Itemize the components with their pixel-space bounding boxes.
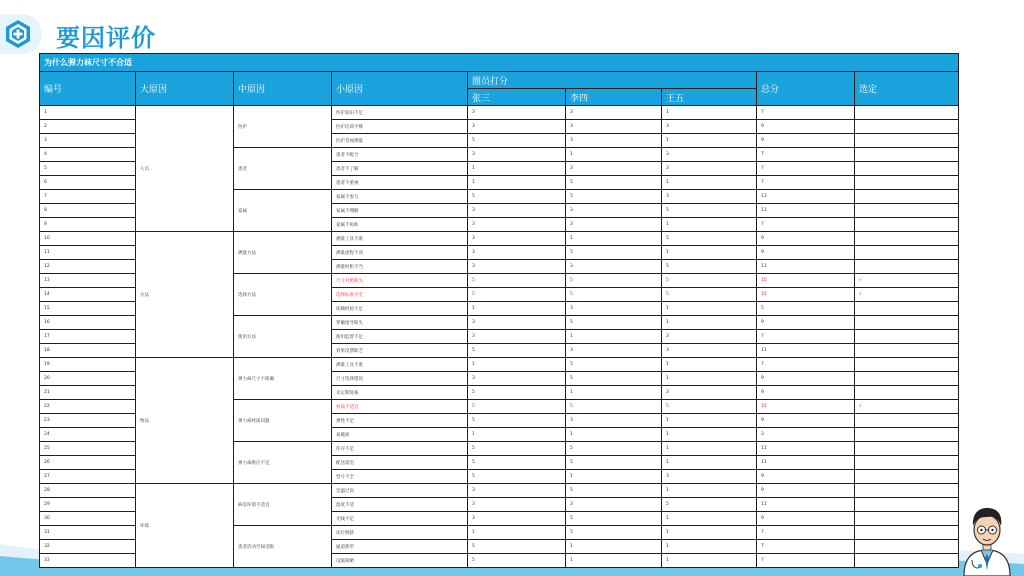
selected-mark [855, 344, 959, 358]
table-caption: 为什么弹力袜尺寸不合适 [40, 54, 959, 72]
score-judge-3: 1 [662, 358, 757, 372]
score-judge-3: 3 [662, 120, 757, 134]
score-judge-1: 3 [468, 372, 566, 386]
header-middle-cause: 中原因 [234, 72, 332, 106]
minor-cause-cell: 家属不参与 [332, 190, 468, 204]
total-score: 7 [757, 148, 855, 162]
table-row [40, 232, 959, 246]
score-judge-2: 1 [566, 386, 662, 400]
score-judge-2: 5 [566, 190, 662, 204]
minor-cause-cell: 效果反馈缺乏 [332, 344, 468, 358]
middle-cause-cell: 弹力袜供应不足 [234, 442, 332, 484]
score-judge-3: 3 [662, 386, 757, 400]
total-score: 15 [757, 288, 855, 302]
selected-mark [855, 162, 959, 176]
score-judge-2: 3 [566, 218, 662, 232]
row-id: 1 [40, 106, 136, 120]
middle-cause-cell: 使用方法 [234, 316, 332, 358]
score-judge-1: 5 [468, 134, 566, 148]
row-id: 4 [40, 148, 136, 162]
header-major-cause: 大原因 [136, 72, 234, 106]
score-judge-1: 5 [468, 190, 566, 204]
total-score: 9 [757, 232, 855, 246]
score-judge-3: 1 [662, 442, 757, 456]
doctor-icon [958, 498, 1016, 576]
minor-cause-cell: 光线不足 [332, 512, 468, 526]
score-judge-2: 1 [566, 554, 662, 568]
minor-cause-cell: 患者不重视 [332, 176, 468, 190]
score-judge-2: 1 [566, 540, 662, 554]
major-cause-cell: 人员 [136, 106, 234, 232]
header-selected: 选定 [855, 72, 959, 106]
selected-mark [855, 176, 959, 190]
row-id: 10 [40, 232, 136, 246]
header-judge-1: 张三 [468, 89, 566, 106]
score-judge-3: 1 [662, 246, 757, 260]
score-judge-1: 3 [468, 120, 566, 134]
score-judge-3: 3 [662, 162, 757, 176]
score-judge-3: 1 [662, 554, 757, 568]
score-judge-3: 5 [662, 498, 757, 512]
row-id: 25 [40, 442, 136, 456]
total-score: 11 [757, 260, 855, 274]
row-id: 20 [40, 372, 136, 386]
score-judge-1: 5 [468, 456, 566, 470]
minor-cause-cell: 床位拥挤 [332, 526, 468, 540]
selected-mark [855, 484, 959, 498]
total-score: 7 [757, 162, 855, 176]
header-total: 总分 [757, 72, 855, 106]
score-judge-3: 3 [662, 148, 757, 162]
selected-mark [855, 218, 959, 232]
major-cause-cell: 方法 [136, 232, 234, 358]
row-id: 2 [40, 120, 136, 134]
selected-mark [855, 428, 959, 442]
total-score: 9 [757, 134, 855, 148]
row-id: 33 [40, 554, 136, 568]
score-judge-2: 5 [566, 176, 662, 190]
score-judge-2: 1 [566, 148, 662, 162]
score-judge-3: 3 [662, 330, 757, 344]
total-score: 9 [757, 246, 855, 260]
score-judge-1: 3 [468, 148, 566, 162]
middle-cause-cell: 测量方法 [234, 232, 332, 274]
total-score: 5 [757, 302, 855, 316]
total-score: 11 [757, 442, 855, 456]
total-score: 9 [757, 120, 855, 134]
total-score: 9 [757, 484, 855, 498]
score-judge-3: 5 [662, 400, 757, 414]
minor-cause-cell: 测量工具不准 [332, 358, 468, 372]
score-judge-2: 3 [566, 302, 662, 316]
total-score: 7 [757, 106, 855, 120]
header-scoring: 圈员打分 [468, 72, 757, 89]
middle-cause-cell: 弹力袜材质问题 [234, 400, 332, 442]
score-judge-3: 1 [662, 316, 757, 330]
middle-cause-cell: 选择方法 [234, 274, 332, 316]
factor-evaluation-table [39, 53, 959, 568]
score-judge-1: 3 [468, 232, 566, 246]
score-judge-2: 5 [566, 358, 662, 372]
selected-mark [855, 232, 959, 246]
score-judge-2: 3 [566, 204, 662, 218]
score-judge-3: 3 [662, 470, 757, 484]
selected-mark [855, 554, 959, 568]
score-judge-1: 5 [468, 442, 566, 456]
score-judge-3: 5 [662, 288, 757, 302]
selected-mark [855, 330, 959, 344]
score-judge-1: 5 [468, 288, 566, 302]
score-judge-2: 3 [566, 162, 662, 176]
minor-cause-cell: 选择标准不全 [332, 288, 468, 302]
row-id: 5 [40, 162, 136, 176]
minor-cause-cell: 通道狭窄 [332, 540, 468, 554]
row-id: 23 [40, 414, 136, 428]
total-score: 13 [757, 190, 855, 204]
total-score: 7 [757, 218, 855, 232]
row-id: 19 [40, 358, 136, 372]
middle-cause-cell: 家属 [234, 190, 332, 232]
score-judge-2: 3 [566, 498, 662, 512]
selected-mark [855, 372, 959, 386]
score-judge-3: 5 [662, 204, 757, 218]
selected-mark [855, 386, 959, 400]
minor-cause-cell: 测量流程不清 [332, 246, 468, 260]
row-id: 18 [40, 344, 136, 358]
score-judge-2: 5 [566, 288, 662, 302]
minor-cause-cell: 测量时机不当 [332, 260, 468, 274]
table-row [40, 358, 959, 372]
minor-cause-cell: 依赖经验不足 [332, 302, 468, 316]
selected-mark [855, 106, 959, 120]
minor-cause-cell: 型号不全 [332, 470, 468, 484]
score-judge-1: 5 [468, 554, 566, 568]
score-judge-1: 3 [468, 512, 566, 526]
minor-cause-cell: 医护忽视测量 [332, 134, 468, 148]
score-judge-2: 5 [566, 246, 662, 260]
row-id: 16 [40, 316, 136, 330]
minor-cause-cell: 尺寸对照缺失 [332, 274, 468, 288]
minor-cause-cell: 患者不配合 [332, 148, 468, 162]
minor-cause-cell: 易破损 [332, 428, 468, 442]
minor-cause-cell: 使用监督不足 [332, 330, 468, 344]
row-id: 3 [40, 134, 136, 148]
row-id: 8 [40, 204, 136, 218]
score-judge-2: 3 [566, 106, 662, 120]
row-id: 6 [40, 176, 136, 190]
minor-cause-cell: 穿戴指导缺失 [332, 316, 468, 330]
minor-cause-cell: 湿度不适 [332, 498, 468, 512]
selected-mark [855, 540, 959, 554]
score-judge-1: 1 [468, 302, 566, 316]
row-id: 15 [40, 302, 136, 316]
selected-mark [855, 358, 959, 372]
selected-mark [855, 512, 959, 526]
total-score: 7 [757, 526, 855, 540]
row-id: 26 [40, 456, 136, 470]
total-score: 9 [757, 372, 855, 386]
total-score: 7 [757, 540, 855, 554]
score-judge-1: 3 [468, 484, 566, 498]
total-score: 9 [757, 512, 855, 526]
minor-cause-cell: 家属不协助 [332, 218, 468, 232]
score-judge-1: 3 [468, 106, 566, 120]
minor-cause-cell: 家属不理解 [332, 204, 468, 218]
score-judge-1: 1 [468, 162, 566, 176]
page-title: 要因评价 [56, 24, 156, 52]
score-judge-3: 1 [662, 428, 757, 442]
row-id: 13 [40, 274, 136, 288]
total-score: 11 [757, 344, 855, 358]
score-judge-3: 1 [662, 372, 757, 386]
minor-cause-cell: 患者不了解 [332, 162, 468, 176]
middle-cause-cell: 弹力袜尺寸不准确 [234, 358, 332, 400]
total-score: 15 [757, 274, 855, 288]
minor-cause-cell: 未定期复核 [332, 386, 468, 400]
selected-mark [855, 526, 959, 540]
row-id: 30 [40, 512, 136, 526]
row-id: 7 [40, 190, 136, 204]
total-score: 7 [757, 358, 855, 372]
total-score: 9 [757, 316, 855, 330]
score-judge-3: 1 [662, 540, 757, 554]
score-judge-2: 5 [566, 526, 662, 540]
selected-mark [855, 260, 959, 274]
selected-mark [855, 148, 959, 162]
row-id: 22 [40, 400, 136, 414]
minor-cause-cell: 库存不足 [332, 442, 468, 456]
score-judge-3: 1 [662, 302, 757, 316]
header-id: 编号 [40, 72, 136, 106]
total-score: 11 [757, 456, 855, 470]
row-id: 31 [40, 526, 136, 540]
minor-cause-cell: 设施简陋 [332, 554, 468, 568]
total-score: 15 [757, 400, 855, 414]
row-id: 32 [40, 540, 136, 554]
row-id: 29 [40, 498, 136, 512]
score-judge-1: 3 [468, 498, 566, 512]
score-judge-3: 1 [662, 218, 757, 232]
score-judge-1: 3 [468, 246, 566, 260]
total-score: 3 [757, 428, 855, 442]
table-row [40, 484, 959, 498]
row-id: 28 [40, 484, 136, 498]
selected-mark [855, 134, 959, 148]
selected-mark [855, 316, 959, 330]
score-judge-2: 1 [566, 428, 662, 442]
middle-cause-cell: 患者 [234, 148, 332, 190]
score-judge-3: 1 [662, 414, 757, 428]
middle-cause-cell: 患者活动空间受限 [234, 526, 332, 568]
score-judge-3: 1 [662, 456, 757, 470]
row-id: 17 [40, 330, 136, 344]
total-score: 9 [757, 386, 855, 400]
score-judge-1: 5 [468, 540, 566, 554]
score-judge-2: 5 [566, 484, 662, 498]
score-judge-2: 1 [566, 232, 662, 246]
score-judge-3: 3 [662, 344, 757, 358]
page-header [0, 14, 220, 54]
score-judge-1: 1 [468, 176, 566, 190]
score-judge-3: 1 [662, 526, 757, 540]
score-judge-2: 5 [566, 456, 662, 470]
selected-mark [855, 204, 959, 218]
major-cause-cell: 环境 [136, 484, 234, 568]
row-id: 21 [40, 386, 136, 400]
table-row [40, 106, 959, 120]
score-judge-3: 1 [662, 134, 757, 148]
score-judge-1: 1 [468, 526, 566, 540]
major-cause-cell: 物品 [136, 358, 234, 484]
row-id: 14 [40, 288, 136, 302]
score-judge-1: 5 [468, 386, 566, 400]
header-judge-2: 李四 [566, 89, 662, 106]
score-judge-3: 1 [662, 512, 757, 526]
selected-mark [855, 246, 959, 260]
row-id: 12 [40, 260, 136, 274]
score-judge-2: 3 [566, 134, 662, 148]
score-judge-1: 3 [468, 218, 566, 232]
row-id: 11 [40, 246, 136, 260]
selected-mark [855, 456, 959, 470]
score-judge-2: 1 [566, 470, 662, 484]
selected-mark [855, 120, 959, 134]
total-score: 9 [757, 470, 855, 484]
score-judge-2: 3 [566, 414, 662, 428]
middle-cause-cell: 病房环境不适宜 [234, 484, 332, 526]
score-judge-3: 5 [662, 232, 757, 246]
middle-cause-cell: 医护 [234, 106, 332, 148]
score-judge-2: 1 [566, 330, 662, 344]
selected-mark [855, 442, 959, 456]
total-score: 11 [757, 498, 855, 512]
total-score: 7 [757, 330, 855, 344]
selected-mark [855, 302, 959, 316]
minor-cause-cell: 医护培训不够 [332, 120, 468, 134]
row-id: 27 [40, 470, 136, 484]
selected-mark [855, 470, 959, 484]
score-judge-3: 1 [662, 106, 757, 120]
score-judge-2: 3 [566, 260, 662, 274]
selected-mark: √ [855, 288, 959, 302]
score-judge-1: 1 [468, 358, 566, 372]
score-judge-3: 3 [662, 190, 757, 204]
score-judge-2: 3 [566, 120, 662, 134]
header-judge-3: 王五 [662, 89, 757, 106]
score-judge-1: 1 [468, 428, 566, 442]
score-judge-2: 5 [566, 400, 662, 414]
score-judge-1: 5 [468, 400, 566, 414]
score-judge-1: 3 [468, 260, 566, 274]
logo-badge-icon [2, 18, 34, 50]
minor-cause-cell: 尺寸选择错误 [332, 372, 468, 386]
score-judge-2: 3 [566, 344, 662, 358]
score-judge-3: 1 [662, 484, 757, 498]
selected-mark: √ [855, 400, 959, 414]
score-judge-1: 5 [468, 274, 566, 288]
score-judge-2: 5 [566, 316, 662, 330]
score-judge-2: 5 [566, 274, 662, 288]
selected-mark [855, 498, 959, 512]
minor-cause-cell: 材质不适宜 [332, 400, 468, 414]
score-judge-3: 5 [662, 274, 757, 288]
minor-cause-cell: 弹性不足 [332, 414, 468, 428]
total-score: 7 [757, 554, 855, 568]
minor-cause-cell: 室温过高 [332, 484, 468, 498]
score-judge-1: 3 [468, 330, 566, 344]
score-judge-3: 1 [662, 176, 757, 190]
score-judge-2: 5 [566, 442, 662, 456]
total-score: 7 [757, 176, 855, 190]
minor-cause-cell: 测量工具不准 [332, 232, 468, 246]
selected-mark [855, 414, 959, 428]
score-judge-3: 5 [662, 260, 757, 274]
row-id: 24 [40, 428, 136, 442]
score-judge-1: 3 [468, 204, 566, 218]
score-judge-1: 3 [468, 316, 566, 330]
header-minor-cause: 小原因 [332, 72, 468, 106]
score-judge-1: 5 [468, 470, 566, 484]
score-judge-2: 5 [566, 372, 662, 386]
minor-cause-cell: 医护知识不足 [332, 106, 468, 120]
row-id: 9 [40, 218, 136, 232]
selected-mark [855, 190, 959, 204]
score-judge-1: 5 [468, 414, 566, 428]
score-judge-2: 5 [566, 512, 662, 526]
minor-cause-cell: 配送延迟 [332, 456, 468, 470]
total-score: 9 [757, 414, 855, 428]
selected-mark: √ [855, 274, 959, 288]
score-judge-1: 5 [468, 344, 566, 358]
total-score: 11 [757, 204, 855, 218]
